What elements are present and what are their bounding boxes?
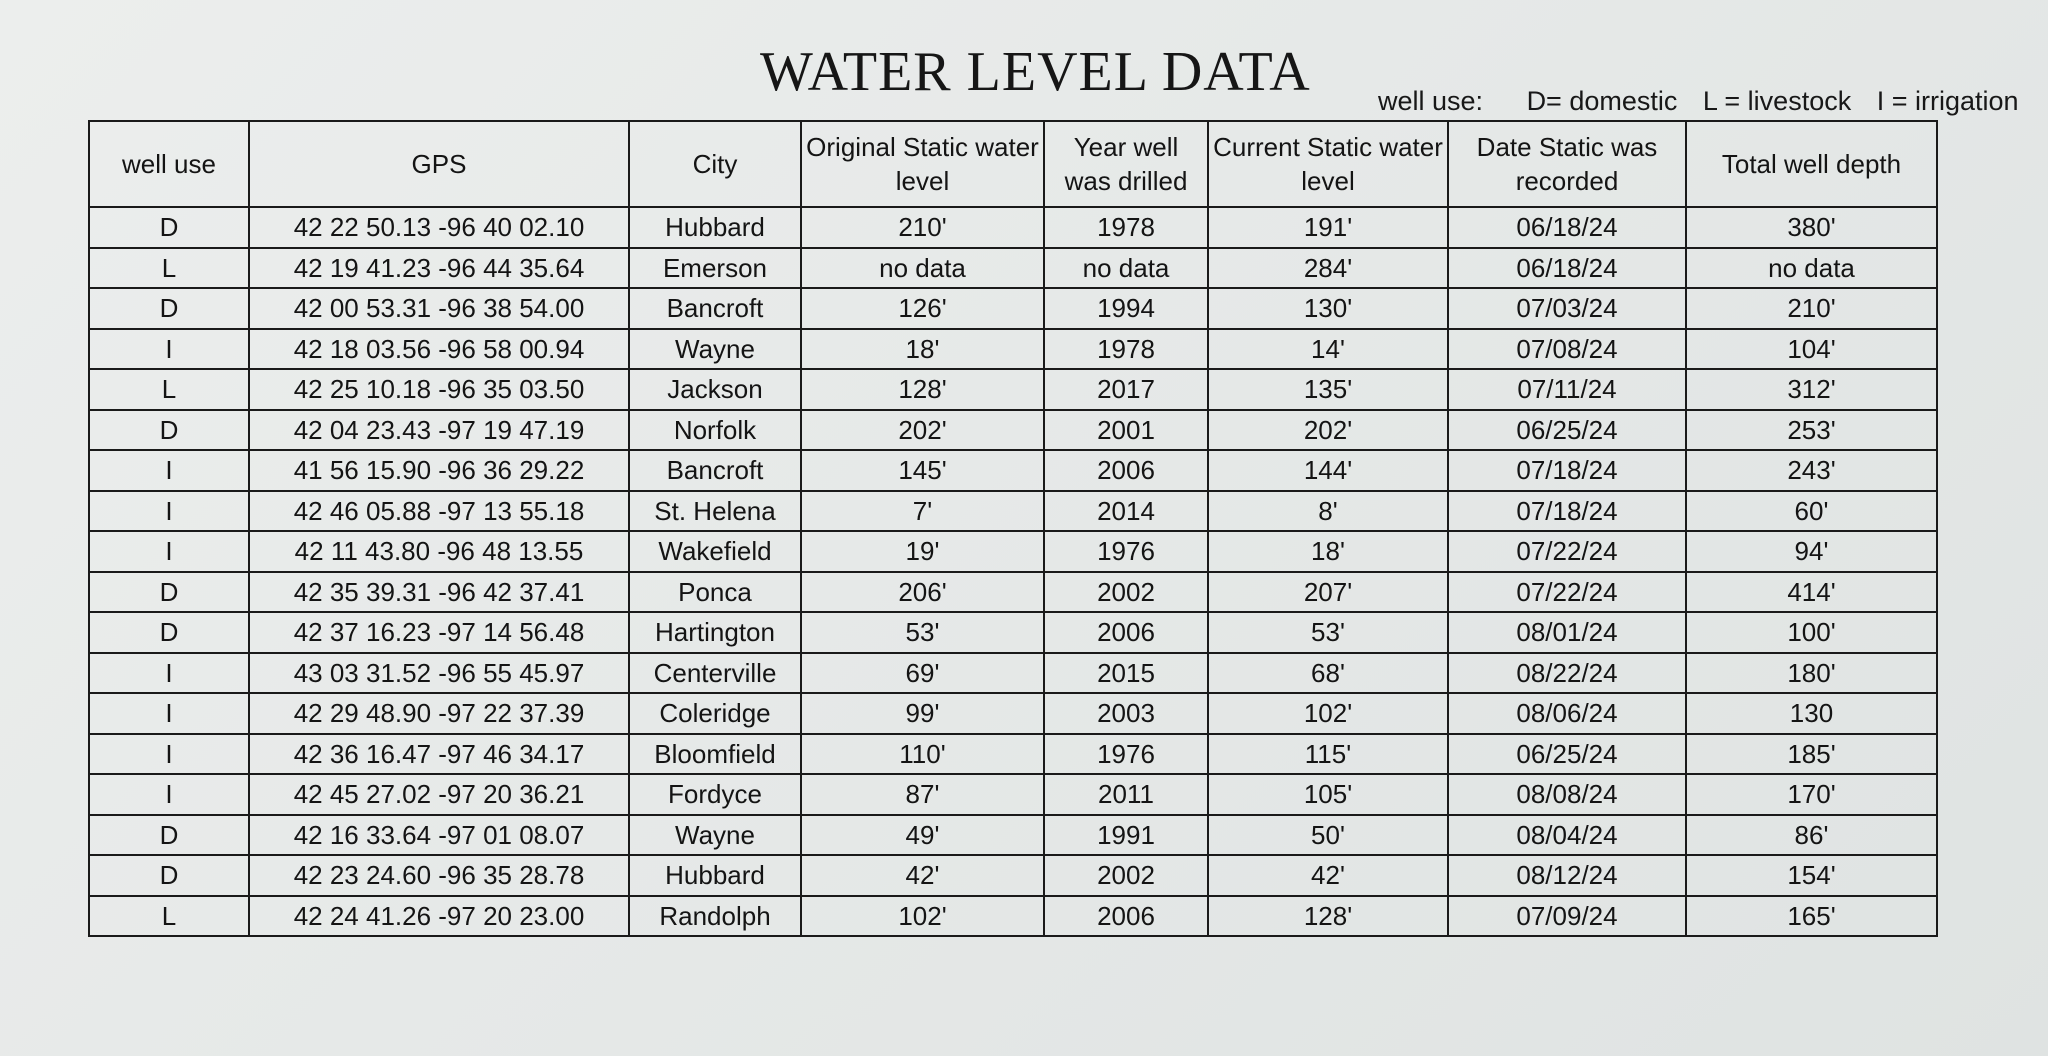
cell-current-static-level: 202' <box>1208 410 1448 451</box>
cell-city: Jackson <box>629 369 801 410</box>
table-row <box>89 693 1937 734</box>
cell-total-depth: 94' <box>1686 531 1937 572</box>
cell-date-recorded: 07/22/24 <box>1448 531 1686 572</box>
cell-date-recorded: 08/06/24 <box>1448 693 1686 734</box>
cell-total-depth: 210' <box>1686 288 1937 329</box>
column-header-original-static-level: Original Static water level <box>801 121 1044 207</box>
cell-current-static-level: 68' <box>1208 653 1448 694</box>
table-row <box>89 815 1937 856</box>
column-header-year-drilled: Year well was drilled <box>1044 121 1208 207</box>
cell-well-use: I <box>89 653 249 694</box>
well-use-legend <box>1378 86 2019 117</box>
cell-city: Bloomfield <box>629 734 801 775</box>
cell-gps: 43 03 31.52 -96 55 45.97 <box>249 653 629 694</box>
cell-current-static-level: 191' <box>1208 207 1448 248</box>
cell-year-drilled: 2014 <box>1044 491 1208 532</box>
cell-original-static-level: 206' <box>801 572 1044 613</box>
cell-well-use: I <box>89 531 249 572</box>
cell-city: Ponca <box>629 572 801 613</box>
cell-city: Bancroft <box>629 450 801 491</box>
cell-date-recorded: 07/03/24 <box>1448 288 1686 329</box>
cell-gps: 42 24 41.26 -97 20 23.00 <box>249 896 629 937</box>
cell-city: Bancroft <box>629 288 801 329</box>
cell-city: Norfolk <box>629 410 801 451</box>
table-row <box>89 450 1937 491</box>
cell-date-recorded: 07/09/24 <box>1448 896 1686 937</box>
cell-well-use: D <box>89 288 249 329</box>
cell-gps: 42 16 33.64 -97 01 08.07 <box>249 815 629 856</box>
cell-well-use: D <box>89 207 249 248</box>
cell-total-depth: 60' <box>1686 491 1937 532</box>
cell-well-use: L <box>89 369 249 410</box>
table-body <box>89 207 1937 936</box>
cell-city: Hartington <box>629 612 801 653</box>
cell-total-depth: 165' <box>1686 896 1937 937</box>
cell-well-use: D <box>89 815 249 856</box>
cell-date-recorded: 07/11/24 <box>1448 369 1686 410</box>
table-row <box>89 896 1937 937</box>
cell-well-use: I <box>89 734 249 775</box>
cell-gps: 42 46 05.88 -97 13 55.18 <box>249 491 629 532</box>
cell-original-static-level: 128' <box>801 369 1044 410</box>
column-header-well-use: well use <box>89 121 249 207</box>
cell-current-static-level: 130' <box>1208 288 1448 329</box>
cell-original-static-level: 126' <box>801 288 1044 329</box>
table-row <box>89 410 1937 451</box>
legend-label: well use: <box>1378 86 1484 116</box>
legend-item-livestock: L = livestock <box>1702 86 1852 116</box>
cell-gps: 42 35 39.31 -96 42 37.41 <box>249 572 629 613</box>
table-row <box>89 369 1937 410</box>
table-row <box>89 653 1937 694</box>
cell-total-depth: 180' <box>1686 653 1937 694</box>
legend-item-domestic: D= domestic <box>1526 86 1678 116</box>
cell-total-depth: 154' <box>1686 855 1937 896</box>
cell-original-static-level: 110' <box>801 734 1044 775</box>
cell-total-depth: no data <box>1686 248 1937 289</box>
cell-gps: 42 22 50.13 -96 40 02.10 <box>249 207 629 248</box>
cell-city: Centerville <box>629 653 801 694</box>
cell-year-drilled: 1978 <box>1044 329 1208 370</box>
cell-total-depth: 185' <box>1686 734 1937 775</box>
cell-date-recorded: 08/08/24 <box>1448 774 1686 815</box>
cell-current-static-level: 50' <box>1208 815 1448 856</box>
cell-current-static-level: 284' <box>1208 248 1448 289</box>
cell-current-static-level: 207' <box>1208 572 1448 613</box>
cell-city: Wayne <box>629 815 801 856</box>
cell-original-static-level: 202' <box>801 410 1044 451</box>
cell-gps: 42 25 10.18 -96 35 03.50 <box>249 369 629 410</box>
cell-city: Coleridge <box>629 693 801 734</box>
cell-date-recorded: 06/18/24 <box>1448 248 1686 289</box>
cell-well-use: I <box>89 329 249 370</box>
table-row <box>89 572 1937 613</box>
water-level-table <box>88 120 1938 937</box>
cell-year-drilled: 1994 <box>1044 288 1208 329</box>
cell-city: Hubbard <box>629 207 801 248</box>
table-row <box>89 855 1937 896</box>
cell-year-drilled: 2006 <box>1044 450 1208 491</box>
cell-total-depth: 170' <box>1686 774 1937 815</box>
cell-city: Wakefield <box>629 531 801 572</box>
cell-date-recorded: 08/01/24 <box>1448 612 1686 653</box>
cell-year-drilled: 2017 <box>1044 369 1208 410</box>
cell-total-depth: 86' <box>1686 815 1937 856</box>
cell-well-use: I <box>89 774 249 815</box>
cell-total-depth: 243' <box>1686 450 1937 491</box>
cell-date-recorded: 06/18/24 <box>1448 207 1686 248</box>
cell-gps: 42 04 23.43 -97 19 47.19 <box>249 410 629 451</box>
cell-gps: 42 29 48.90 -97 22 37.39 <box>249 693 629 734</box>
cell-original-static-level: no data <box>801 248 1044 289</box>
cell-year-drilled: 2002 <box>1044 572 1208 613</box>
cell-year-drilled: 2006 <box>1044 612 1208 653</box>
table-header <box>89 121 1937 207</box>
cell-year-drilled: 2011 <box>1044 774 1208 815</box>
cell-total-depth: 130 <box>1686 693 1937 734</box>
table-row <box>89 207 1937 248</box>
cell-gps: 42 00 53.31 -96 38 54.00 <box>249 288 629 329</box>
table-row <box>89 531 1937 572</box>
table-row <box>89 774 1937 815</box>
table-row <box>89 612 1937 653</box>
cell-current-static-level: 18' <box>1208 531 1448 572</box>
cell-year-drilled: 1976 <box>1044 734 1208 775</box>
cell-date-recorded: 07/18/24 <box>1448 491 1686 532</box>
legend-item-irrigation: I = irrigation <box>1876 86 2019 116</box>
cell-city: Emerson <box>629 248 801 289</box>
cell-date-recorded: 08/04/24 <box>1448 815 1686 856</box>
cell-city: Hubbard <box>629 855 801 896</box>
cell-total-depth: 414' <box>1686 572 1937 613</box>
cell-current-static-level: 42' <box>1208 855 1448 896</box>
cell-current-static-level: 8' <box>1208 491 1448 532</box>
cell-original-static-level: 87' <box>801 774 1044 815</box>
cell-date-recorded: 07/18/24 <box>1448 450 1686 491</box>
cell-year-drilled: 2002 <box>1044 855 1208 896</box>
table-row <box>89 491 1937 532</box>
cell-date-recorded: 07/22/24 <box>1448 572 1686 613</box>
header-row <box>89 121 1937 207</box>
page-title: WATER LEVEL DATA <box>760 41 1311 103</box>
cell-current-static-level: 102' <box>1208 693 1448 734</box>
cell-year-drilled: no data <box>1044 248 1208 289</box>
cell-original-static-level: 102' <box>801 896 1044 937</box>
cell-well-use: I <box>89 693 249 734</box>
table-row <box>89 248 1937 289</box>
cell-total-depth: 253' <box>1686 410 1937 451</box>
column-header-current-static-level: Current Static water level <box>1208 121 1448 207</box>
cell-year-drilled: 2006 <box>1044 896 1208 937</box>
cell-gps: 42 45 27.02 -97 20 36.21 <box>249 774 629 815</box>
cell-city: Wayne <box>629 329 801 370</box>
cell-gps: 42 23 24.60 -96 35 28.78 <box>249 855 629 896</box>
cell-well-use: D <box>89 410 249 451</box>
cell-year-drilled: 2003 <box>1044 693 1208 734</box>
cell-city: St. Helena <box>629 491 801 532</box>
cell-date-recorded: 06/25/24 <box>1448 734 1686 775</box>
cell-gps: 42 11 43.80 -96 48 13.55 <box>249 531 629 572</box>
table-row <box>89 329 1937 370</box>
cell-year-drilled: 1991 <box>1044 815 1208 856</box>
column-header-city: City <box>629 121 801 207</box>
cell-original-static-level: 19' <box>801 531 1044 572</box>
cell-date-recorded: 08/12/24 <box>1448 855 1686 896</box>
cell-original-static-level: 69' <box>801 653 1044 694</box>
cell-date-recorded: 07/08/24 <box>1448 329 1686 370</box>
cell-year-drilled: 2015 <box>1044 653 1208 694</box>
cell-well-use: L <box>89 896 249 937</box>
cell-current-static-level: 14' <box>1208 329 1448 370</box>
cell-year-drilled: 1978 <box>1044 207 1208 248</box>
cell-total-depth: 104' <box>1686 329 1937 370</box>
cell-total-depth: 312' <box>1686 369 1937 410</box>
table-row <box>89 288 1937 329</box>
cell-year-drilled: 1976 <box>1044 531 1208 572</box>
cell-original-static-level: 210' <box>801 207 1044 248</box>
cell-original-static-level: 99' <box>801 693 1044 734</box>
cell-city: Randolph <box>629 896 801 937</box>
cell-gps: 42 37 16.23 -97 14 56.48 <box>249 612 629 653</box>
column-header-gps: GPS <box>249 121 629 207</box>
cell-date-recorded: 06/25/24 <box>1448 410 1686 451</box>
cell-well-use: L <box>89 248 249 289</box>
cell-total-depth: 380' <box>1686 207 1937 248</box>
cell-well-use: D <box>89 572 249 613</box>
cell-date-recorded: 08/22/24 <box>1448 653 1686 694</box>
cell-current-static-level: 115' <box>1208 734 1448 775</box>
cell-current-static-level: 105' <box>1208 774 1448 815</box>
cell-well-use: I <box>89 491 249 532</box>
cell-original-static-level: 18' <box>801 329 1044 370</box>
cell-city: Fordyce <box>629 774 801 815</box>
cell-year-drilled: 2001 <box>1044 410 1208 451</box>
cell-gps: 42 18 03.56 -96 58 00.94 <box>249 329 629 370</box>
cell-total-depth: 100' <box>1686 612 1937 653</box>
table-row <box>89 734 1937 775</box>
cell-current-static-level: 128' <box>1208 896 1448 937</box>
cell-well-use: D <box>89 855 249 896</box>
cell-gps: 41 56 15.90 -96 36 29.22 <box>249 450 629 491</box>
cell-original-static-level: 42' <box>801 855 1044 896</box>
cell-gps: 42 36 16.47 -97 46 34.17 <box>249 734 629 775</box>
cell-gps: 42 19 41.23 -96 44 35.64 <box>249 248 629 289</box>
cell-current-static-level: 53' <box>1208 612 1448 653</box>
table-container <box>88 120 1936 937</box>
column-header-total-depth: Total well depth <box>1686 121 1937 207</box>
column-header-date-recorded: Date Static was recorded <box>1448 121 1686 207</box>
cell-current-static-level: 135' <box>1208 369 1448 410</box>
cell-well-use: I <box>89 450 249 491</box>
cell-current-static-level: 144' <box>1208 450 1448 491</box>
cell-original-static-level: 7' <box>801 491 1044 532</box>
cell-original-static-level: 49' <box>801 815 1044 856</box>
cell-original-static-level: 53' <box>801 612 1044 653</box>
cell-original-static-level: 145' <box>801 450 1044 491</box>
cell-well-use: D <box>89 612 249 653</box>
